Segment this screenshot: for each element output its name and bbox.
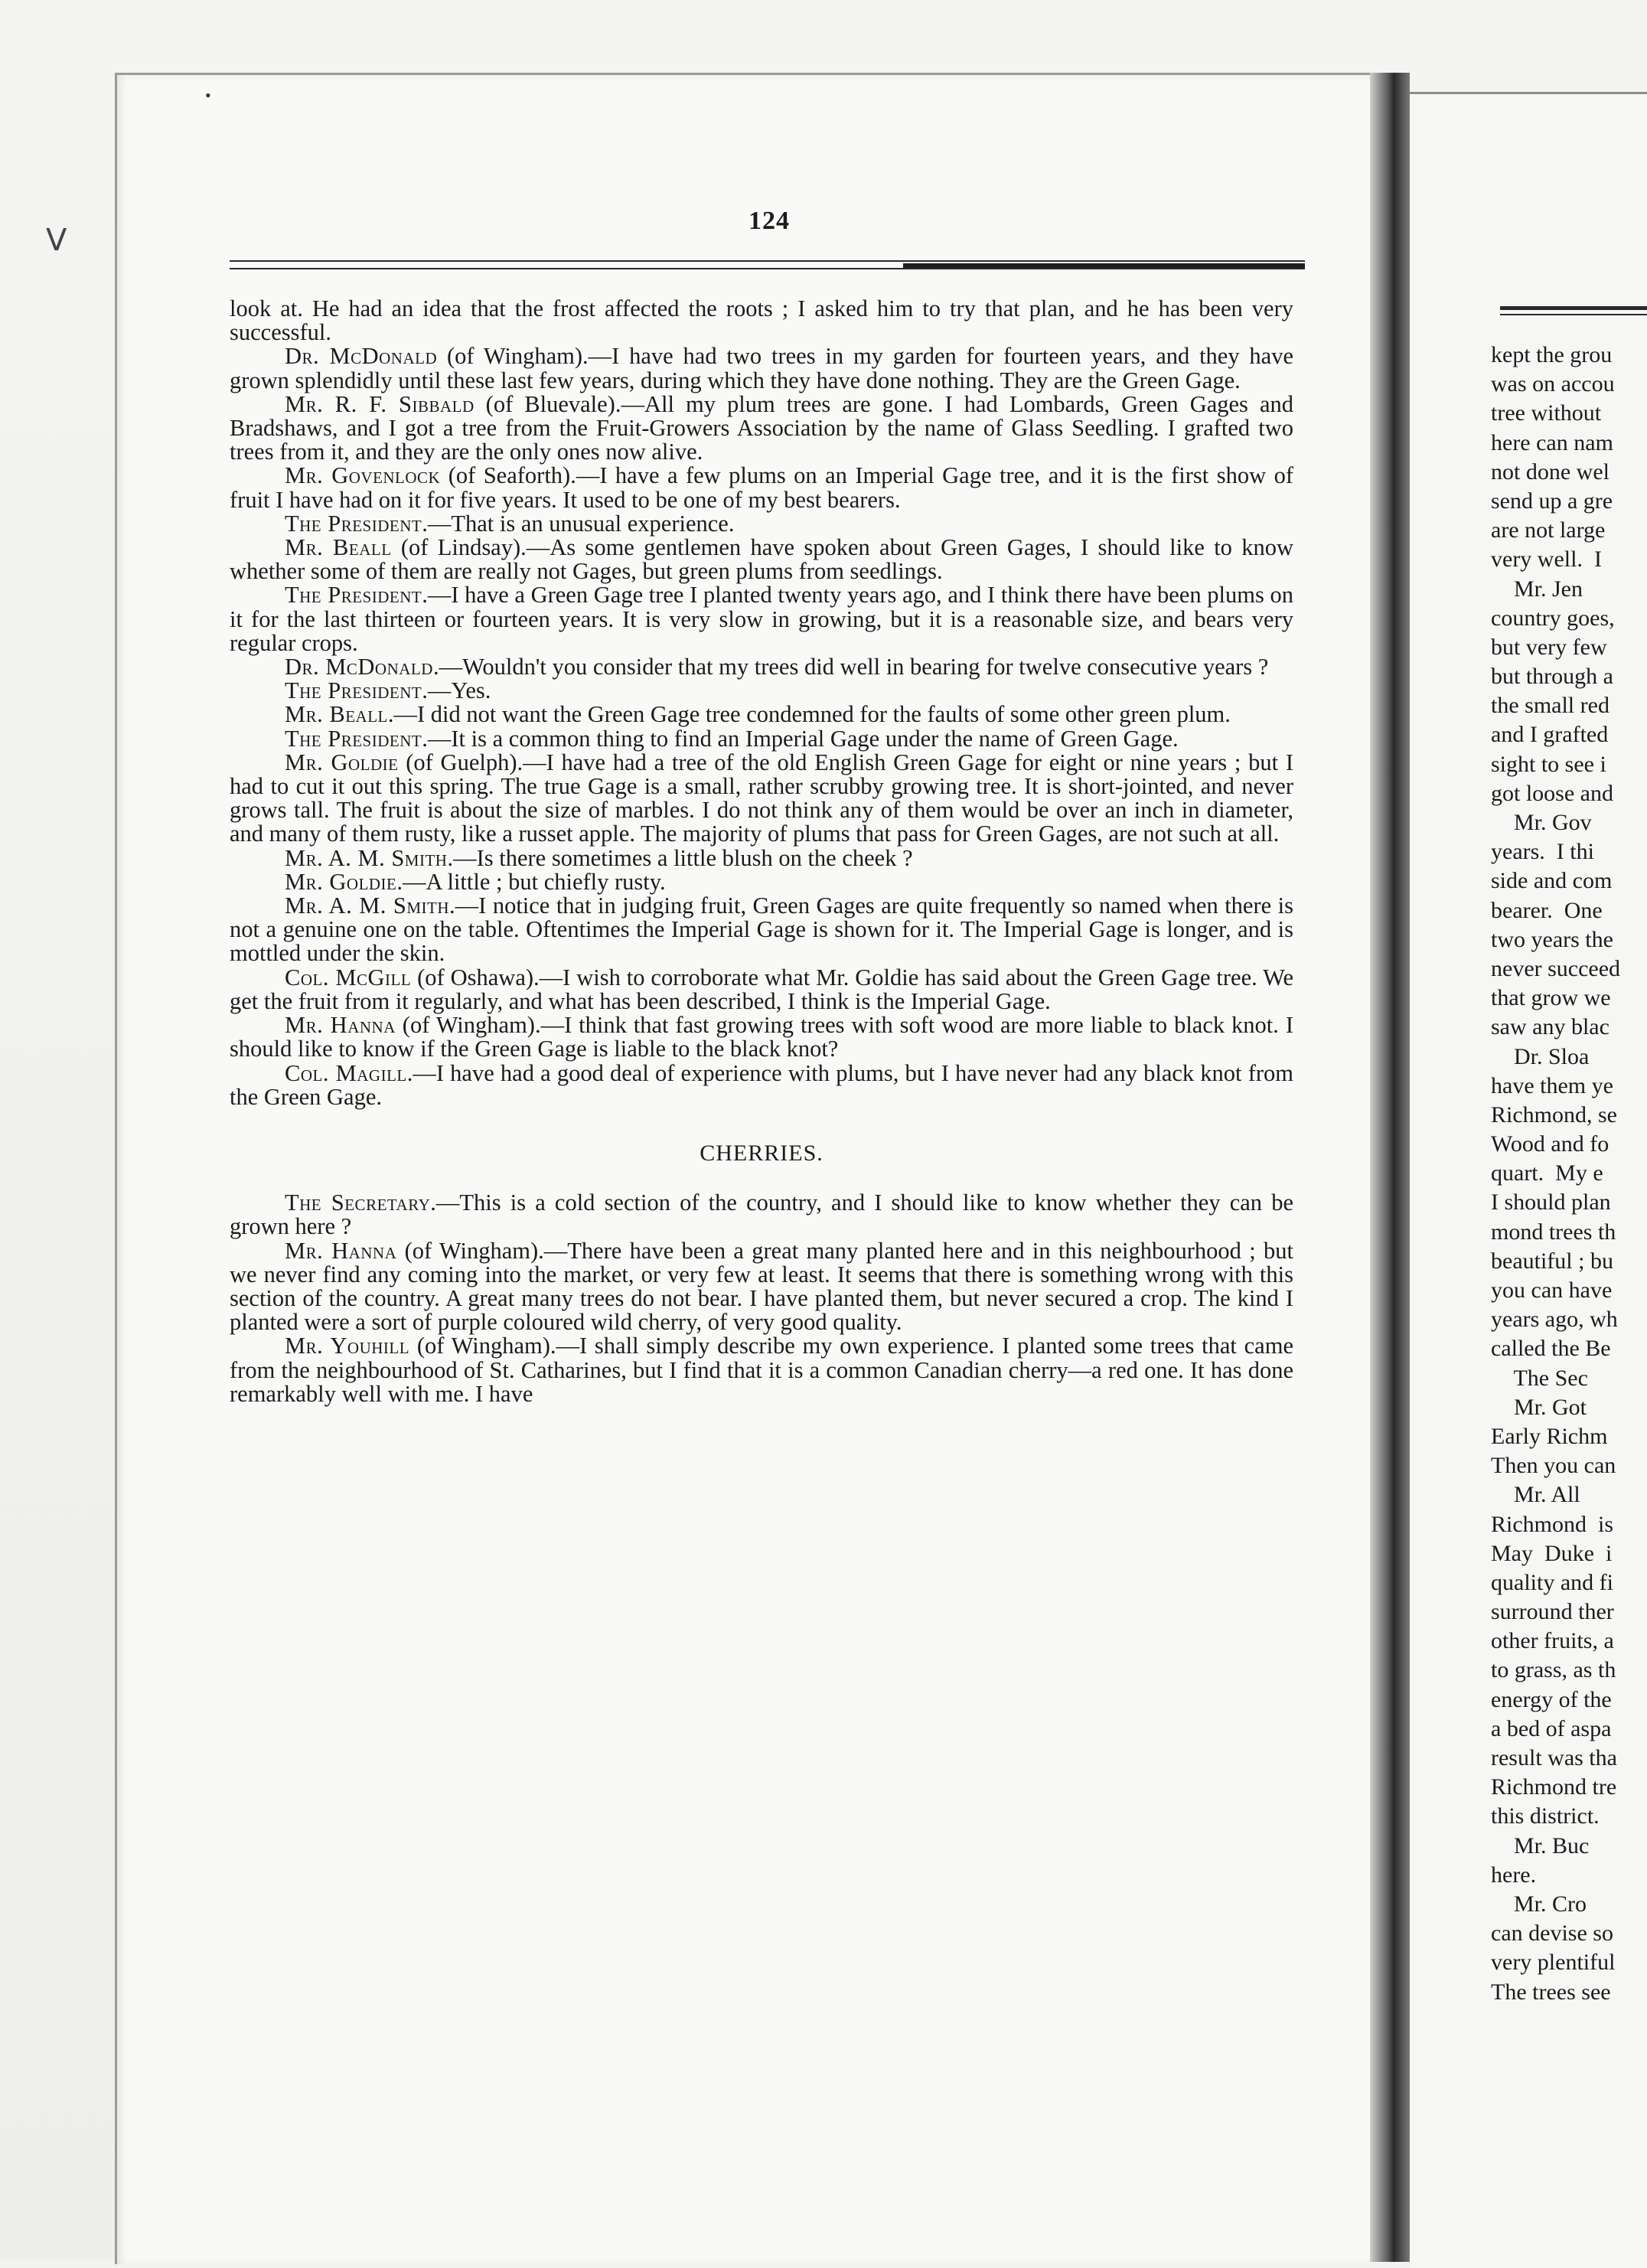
right-page-line: that grow we — [1491, 985, 1611, 1011]
page-number: 124 — [748, 207, 790, 235]
right-page-line: The Sec — [1491, 1365, 1588, 1391]
right-page-line: May Duke i — [1491, 1540, 1613, 1566]
paragraph — [230, 679, 1293, 703]
right-page-line: are not large — [1491, 517, 1606, 543]
right-page-line: energy of the — [1491, 1686, 1612, 1712]
speaker-name: Mr. A. M. Smith — [285, 844, 448, 871]
paragraph-text: (of Guelph).—I have had a tree of the old English Green Gage for eight or nine years ; but I had to cut it out this spring. The true Gage is a small, rather scrubby growing tree. It is short-jointed, and never grows tall. The fruit is about the size of marbles. I do not think any of them would be over an inch in diameter, and many of them rusty, like a russet apple. The majority of plums that pass for Green Gages, are not such at all. — [230, 749, 1293, 847]
right-page-rule-bold — [1500, 306, 1647, 310]
paragraph-text: (of Wingham).—I have had two trees in my garden for fourteen years, and they have grown splendidly until these last few years, during which they have done nothing. They are the Green Gage. — [230, 343, 1293, 393]
right-page-line: result was tha — [1491, 1745, 1617, 1770]
right-page-line: side and com — [1491, 868, 1613, 894]
right-page-line: send up a gre — [1491, 488, 1613, 514]
right-page-line: I should plan — [1491, 1189, 1611, 1216]
speaker-name: The President — [285, 725, 422, 752]
margin-tick-mark: ᐯ — [46, 223, 67, 257]
right-page-line: can devise so — [1491, 1920, 1613, 1947]
cherries-discussion — [230, 1191, 1293, 1406]
paragraph-text: .—This is a cold section of the country, and I should like to know whether they can be grown here ? — [230, 1189, 1293, 1240]
right-page-line: surround ther — [1491, 1599, 1614, 1625]
paragraph-text: .—I have a Green Gage tree I planted twenty years ago, and I think there have been plums on it for the last thirteen or fourteen years. It is very slow in growing, but it is a reasonable size, and bears very regular crops. — [230, 582, 1293, 656]
paragraph — [230, 464, 1293, 511]
right-page-line: Richmond tre — [1491, 1774, 1617, 1800]
paragraph — [230, 844, 1293, 871]
right-page-line: Mr. Got — [1491, 1394, 1587, 1420]
margin-dot: • — [205, 86, 211, 105]
right-page-line: The trees see — [1491, 1979, 1611, 2005]
paragraph-text: .—Wouldn't you consider that my trees did well in bearing for twelve consecutive years ? — [432, 654, 1269, 680]
book-gutter — [1370, 73, 1410, 2262]
paragraph — [230, 727, 1293, 751]
right-page-line: got loose and — [1491, 780, 1613, 806]
paragraph-text: .—I have had a good deal of experience with plums, but I have never had any black knot from the Green Gage. — [230, 1059, 1293, 1110]
speaker-name: Dr. McDonald — [285, 654, 433, 680]
right-page-line: saw any blac — [1491, 1014, 1609, 1040]
right-page-line: never succeed — [1491, 955, 1621, 981]
right-page-line: country goes, — [1491, 605, 1615, 631]
speaker-name: Mr. Goldie — [285, 868, 397, 895]
right-page-line: Wood and fo — [1491, 1131, 1609, 1157]
right-page-line: have them ye — [1491, 1072, 1613, 1098]
paragraph-text: (of Oshawa).—I wish to corroborate what Mr. Goldie has said about the Green Gage tree. We get the fruit from it regularly, and what has been described, I think is the Imperial Gage. — [230, 964, 1294, 1014]
right-page-line: bearer. One — [1491, 897, 1603, 923]
speaker-name: Mr. R. F. Sibbald — [285, 390, 475, 417]
right-page-line: quart. My e — [1491, 1160, 1603, 1186]
paragraph — [230, 894, 1293, 966]
right-page-line: Early Richm — [1491, 1423, 1608, 1449]
paragraph-text: look at. He had an idea that the frost affected the roots ; I asked him to try that plan, and he has been very successful. — [230, 295, 1293, 346]
paragraph-text: (of Wingham).—There have been a great many planted here and in this neighbourhood ; but we never find any coming into the market, or very few at least. It seems that there is something wrong with this section of the country. A great many trees do not bear. I have planted them, but never secured a crop. The kind I planted were a sort of purple coloured wild cherry, of very good quality. — [230, 1237, 1293, 1336]
paragraph — [230, 966, 1293, 1013]
right-page-line: very plentiful — [1491, 1950, 1616, 1976]
right-page-line: years ago, wh — [1491, 1307, 1618, 1333]
paragraph — [230, 703, 1293, 726]
right-page-line: kept the grou — [1491, 342, 1613, 367]
main-text-column — [230, 297, 1293, 1406]
header-rule-bottom — [230, 268, 1305, 269]
right-page-line: tree without — [1491, 400, 1602, 426]
paragraph-text: (of Wingham).—I shall simply describe my own experience. I planted some trees that came from the neighbourhood of St. Catharines, but I find that it is a common Canadian cherry—a red one. It has done remarkably well with me. I have — [230, 1333, 1293, 1407]
paragraph — [230, 1334, 1293, 1406]
right-page-line: beautiful ; bu — [1491, 1248, 1613, 1274]
paragraph-text: .—It is a common thing to find an Imperial Gage under the name of Green Gage. — [422, 725, 1179, 752]
right-page-line: Then you can — [1491, 1453, 1616, 1479]
speaker-name: The President — [285, 677, 422, 704]
right-page-text-fragments — [1491, 341, 1647, 2007]
right-page-line: this district. — [1491, 1803, 1600, 1829]
paragraph-text: (of Lindsay).—As some gentlemen have spoken about Green Gages, I should like to know whether some of them are really not Gages, but green plums from seedlings. — [230, 534, 1293, 585]
speaker-name: Mr. Beall — [285, 701, 388, 728]
paragraph-text: (of Seaforth).—I have a few plums on an Imperial Gage tree, and it is the first show of fruit I have had on it for five years. It used to be one of my best bearers. — [230, 462, 1293, 513]
right-page-line: quality and fi — [1491, 1569, 1613, 1595]
paragraph — [230, 1013, 1293, 1061]
right-page-rule-thin — [1500, 314, 1647, 315]
right-page-line: here. — [1491, 1862, 1537, 1888]
right-page-line: Richmond, se — [1491, 1101, 1617, 1127]
right-page-line: sight to see i — [1491, 751, 1606, 777]
speaker-name: Mr. A. M. Smith — [285, 893, 450, 919]
right-page-line: a bed of aspa — [1491, 1715, 1612, 1741]
paragraph — [230, 512, 1293, 536]
section-heading-cherries: CHERRIES. — [700, 1140, 824, 1166]
speaker-name: Col. McGill — [285, 964, 412, 990]
paragraph-text: (of Bluevale).—All my plum trees are gone. I had Lombards, Green Gages and Bradshaws, and I got a tree from the Fruit-Growers Association by the name of Glass Seedling. I grafted two trees from it, and they are the only ones now alive. — [230, 390, 1293, 465]
right-page-line: was on accou — [1491, 371, 1615, 397]
right-page-line: Mr. Cro — [1491, 1891, 1587, 1917]
speaker-name: The President — [285, 582, 422, 609]
paragraph — [230, 344, 1293, 392]
right-page-line: but very few — [1491, 634, 1607, 660]
paragraph-text: .—Is there sometimes a little blush on the cheek ? — [447, 844, 913, 871]
right-page-line: you can have — [1491, 1278, 1613, 1303]
paragraph-text: .—Yes. — [422, 677, 491, 704]
right-page-line: Mr. All — [1491, 1482, 1580, 1508]
right-page-line: Mr. Gov — [1491, 810, 1592, 835]
speaker-name: Mr. Beall — [285, 534, 392, 561]
paragraph — [230, 536, 1293, 583]
paragraph-text: (of Wingham).—I think that fast growing trees with soft wood are more liable to black knot. I should like to know if the Green Gage is liable to the black knot? — [230, 1012, 1293, 1062]
right-page-line: years. I thi — [1491, 839, 1594, 865]
speaker-name: The President — [285, 510, 422, 537]
paragraph — [230, 297, 1293, 344]
paragraph — [230, 1239, 1293, 1335]
right-page-line: Dr. Sloa — [1491, 1043, 1590, 1069]
right-page-line: here can nam — [1491, 429, 1613, 455]
right-page-line: but through a — [1491, 664, 1613, 690]
right-page-line: other fruits, a — [1491, 1628, 1614, 1654]
paragraph-text: .—I notice that in judging fruit, Green Gages are quite frequently so named when there is not a genuine one on the table. Oftentimes the Imperial Gage is shown for it. The Imperial Gage is longer, and is mottled under the skin. — [230, 893, 1293, 967]
right-page-line: very well. I — [1491, 547, 1602, 573]
paragraph — [230, 1059, 1293, 1110]
paragraph — [230, 870, 1293, 894]
right-page-line: Mr. Buc — [1491, 1832, 1590, 1858]
speaker-name: Mr. Hanna — [285, 1012, 396, 1039]
right-page-line: Richmond is — [1491, 1511, 1614, 1537]
speaker-name: The Secretary — [285, 1189, 431, 1216]
speaker-name: Col. Magill — [285, 1059, 407, 1086]
paragraph — [230, 390, 1293, 465]
paragraph-text: .—A little ; but chiefly rusty. — [396, 868, 666, 895]
paragraph — [230, 583, 1293, 655]
speaker-name: Mr. Hanna — [285, 1237, 397, 1264]
paragraph — [230, 1191, 1293, 1238]
right-page-line: two years the — [1491, 926, 1613, 952]
plums-discussion — [230, 297, 1293, 1109]
speaker-name: Mr. Youhill — [285, 1333, 410, 1359]
paragraph-text: .—That is an unusual experience. — [422, 510, 735, 537]
right-page-line: to grass, as th — [1491, 1657, 1616, 1683]
right-page-line: and I grafted — [1491, 722, 1609, 748]
right-page-line: called the Be — [1491, 1336, 1611, 1362]
speaker-name: Mr. Goldie — [285, 749, 399, 775]
speaker-name: Dr. McDonald — [285, 343, 438, 370]
paragraph-text: .—I did not want the Green Gage tree condemned for the faults of some other green plum. — [387, 701, 1231, 728]
paragraph — [230, 751, 1293, 847]
right-page-line: the small red — [1491, 693, 1609, 719]
paragraph — [230, 655, 1293, 679]
right-page-line: mond trees th — [1491, 1219, 1616, 1245]
right-page-line: Mr. Jen — [1491, 576, 1583, 602]
speaker-name: Mr. Govenlock — [285, 462, 441, 489]
header-rule-top — [230, 260, 1305, 262]
right-page-line: not done wel — [1491, 458, 1609, 485]
